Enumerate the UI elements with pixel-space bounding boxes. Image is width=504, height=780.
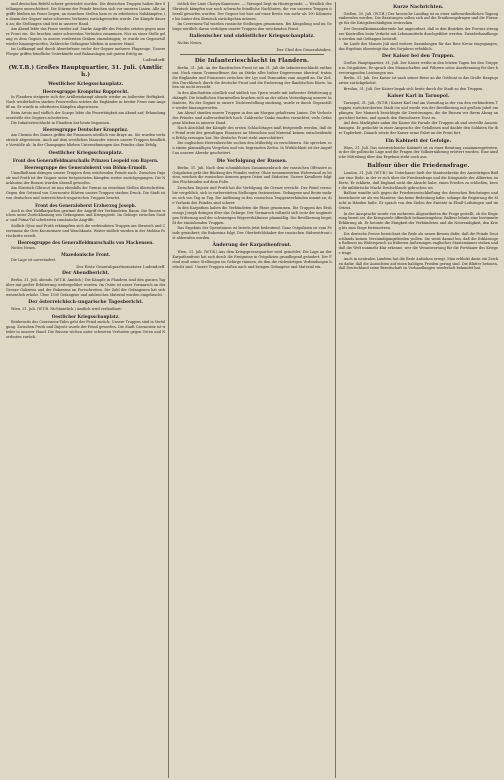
signature-line: Der Erste Generalquartiermeister Ludendorff. — [76, 263, 166, 269]
paragraph: Die deutsche Presse bezeichnet die Rede als neuen Beweis dafür, daß die Feinde Deutschlands keinen Verständigungsfrieden wollen. Sie weist darauf hin, daß die Erklärungen Balfours im Widerspruch zu früheren Äußerungen englischer Staatsmänner stehen und daß die Welt nunmehr klar erkenne, wer die Verantwortung für die Fortdauer des Krieges trage. — [338, 231, 498, 256]
subsection-heading: Mazedonische Front. — [61, 252, 111, 258]
paragraph: und deutschen Befehl schwer gestriedet worden. Die deutschen Truppen halten ihre Stellungen unerschüttert. Die Stürme der Feinde brachen sich vor unseren Linien. Alle Angriffe bleiben im Feuer liegen; an einzelnen Stellen kam es zu erbitterten Nahkämpfen, in denen der Gegner unter schweren Verlusten zurückgeworfen wurde. Die Kämpfe dauern an; die Stellungen sind fest in unserer Hand. — [6, 2, 166, 26]
separator-rule — [180, 54, 323, 55]
paragraph: Am Abend standen unsere Truppen in den am Morgen gehaltenen Linien. Die Verluste des Feindes sind außerordentlich hoch. Zahlreiche Tanks wurden vernichtet; viele Gefangene blieben in unserer Hand. — [172, 111, 332, 125]
paragraph: In den Karpathen haben die Verbündeten die Pässe genommen. Die Truppen des Erzherzogs Joseph drängen über das Gebirge. Der Vormarsch vollzieht sich trotz der ungünstigen Witterung und der schwierigen Wegeverhältnisse planmäßig. Die Bevölkerung begrüßt die einziehenden Truppen. — [172, 205, 332, 225]
paragraph: Am Chemin des Dames griffen die Franzosen nördlich von Braye an. Sie wurden verlustreich abgewiesen. Auch auf dem westlichen Maasufer wiesen unsere Truppen feindliche Vorstöße ab. In der Champagne blieben Unternehmungen des Feindes ohne Erfolg. — [6, 133, 166, 148]
section-heading: Oestlicher Kriegsschauplatz. — [48, 150, 123, 156]
paragraph: Die englischen Heeresberichte suchen den Mißerfolg zu verschleiern. Sie sprechen von einem planmäßigen Vorgehen und von begrenzten Zielen. In Wirklichkeit ist der Angriff an unserer Abwehr gescheitert. — [172, 141, 332, 156]
paragraph: Das Ergebnis der Operationen ist bereits jetzt bedeutend. Ganz Ostgalizien ist vom Feinde gesäubert; die Bukowina folgt. Der Oberbefehlshaber der russischen Südwestfront ist abberufen worden. — [172, 226, 332, 240]
section-heading: Italienischer und südöstlicher Kriegsschauplatz. — [189, 34, 315, 40]
paragraph: Beim Artois und südlich der Scarpe lebte die Feuertätigkeit am Abend auf; Erkundungsvorstöße des Gegners scheiterten. — [6, 110, 166, 120]
section-heading: Kurze Nachrichten. — [393, 4, 444, 10]
column-container — [3, 2, 501, 778]
paragraph: Berlin, 31. Juli, abends. (W.T.B. Amtlich.) Die Kämpfe in Flandern sind den ganzen Tag über mit großer Erbitterung weitergeführt worden. Im Osten ist unser Vormarsch an der Grenze Galiziens und der Bukowina im Fortschreiten. Die Zahl der Gefangenen hat sich wesentlich erhöht. Über 1500 Gefangene und zahlreiches Material wurden eingebracht. — [6, 278, 166, 298]
section-heading: Kaiser Karl in Tarnopol. — [387, 94, 450, 100]
paragraph: Tarnopol, 31. Juli. (W.T.B.) Kaiser Karl traf am Vormittag in der von den verbündeten Truppen zurückeroberten Stadt ein und wurde von der Bevölkerung mit großem Jubel empfangen. Der Monarch besichtigte die Zerstörungen, die die Russen vor ihrem Abzug angerichtet hatten, und sprach den Einwohnern Trost zu. — [338, 101, 498, 120]
paragraph: Gießen, 30. Juli. (W.T.B.) Der hessische Landtag ist zu einer außerordentlichen Tagung einberufen worden. Die Beratungen sollen sich auf die Ernährungsfragen und die Fürsorge für die Kriegsbeschädigten erstrecken. — [338, 11, 498, 26]
paragraph: In der Aussprache wurde von mehreren Abgeordneten die Frage gestellt, ob die Regierung bereit sei, die Kriegsziele öffentlich bekanntzugeben. Balfour lehnte eine bestimmte Erklärung ab. Er betonte die Einigkeit der Verbündeten und die Notwendigkeit, den Krieg bis zum Siege fortzusetzen. — [338, 211, 498, 231]
paragraph: Im Czeremosz-Tal wurden russische Stellungen genommen. Bei Kimpolung und im Gebirge nördlich davon verfolgen unsere Truppen den weichenden Feind. — [172, 22, 332, 32]
paragraph: Im Laufe des Monats Juli sind weitere Sammlungen für das Rote Kreuz eingegangen; das Ergebnis übersteigt das des Vorjahres erheblich. — [338, 41, 498, 51]
paragraph: Wien, 31. Juli. (W.T.B.) Aus dem Kriegspressequartier wird gemeldet: Die Lage an der Karpathenfront hat sich durch die Ereignisse in Ostgalizien grundlegend geändert. Der Feind muß seine Stellungen im Gebirge räumen, da ihm die rückwärtigen Verbindungen bedroht sind. Unsere Truppen stoßen nach und bringen Gefangene und Material ein. — [172, 250, 332, 269]
paragraph: Breslau, 31. Juli. Der Kaiser begab sich heute durch die Stadt zu den Truppen. — [343, 86, 484, 91]
paragraph: Nichts Neues. — [11, 246, 37, 250]
paragraph: östlich der Linie Chotyn-Kamieniec. — Tarnopol liegt im Hintergrunde. — Westlich des Sbrutsch kämpfen nur noch schwache feindliche Nachhuten, die von unseren Truppen überall geworfen wurden. Der Gegner hat hier auf einer Breite von mehr als 100 Kilometer bis hinter den Sbrutsch zurückgehen müssen. — [172, 2, 332, 21]
paragraph: London, 31. Juli. (W.T.B.) Im Unterhause hielt der Staatssekretär des Auswärtigen Balfour eine Rede, in der er sich über die Friedensfrage und die Kriegsziele der Alliierten äußerte. Er erklärte, daß England nicht die Absicht habe, einen Frieden zu schließen, bevor die militärische Macht Deutschlands gebrochen sei. — [338, 171, 498, 190]
section-heading: Die Verfolgung der Russen. — [216, 158, 288, 164]
paragraph: Wien, 31. Juli. (W.T.B. Nichtamtlich.) Amtlich wird verlautbart: — [11, 307, 122, 312]
paragraph: Berlin, 31. Juli. Nach dem schmählichen Zusammenbruch der russischen Offensive in Ostgalizien geht der Rückzug des Feindes weiter. Ohne nennenswerten Widerstand zu leisten, weichen die russischen Armeen gegen Osten und Südosten. Unsere Kavallerie folgt den Flüchtenden auf dem Fuße. — [172, 165, 332, 185]
section-heading: Der Kaiser bei den Truppen. — [381, 54, 455, 60]
paragraph: Auch in den Waldkarpathen gewinnt der Angriff der Verbündeten Raum. Die Russen wichen unter Zurücklassung von Gefangenen und Kriegsgerät. Im Gebirge zwischen Susita- und Putna-Tal scheiterten rumänische Angriffe. — [6, 208, 166, 223]
subsection-heading: Oestlicher Kriegsschauplatz. — [51, 313, 120, 319]
section-heading: Der Abendbericht. — [61, 271, 110, 277]
paragraph: Am Sbrutsch (Zbrucz) ist nun ebenfalls die Grenze an einzelnen Stellen überschritten. Gegen den Ostrand von Czernowitz führten unsere Truppen starken Druck. Die Stadt ist von deutschen und österreichisch-ungarischen Truppen besetzt. — [6, 186, 166, 201]
paragraph: Berlin, 31. Juli. An der flandrischen Front ist am 31. Juli die Infanterieschlacht entbrannt. Nach einem Trommelfeuer, das an Stärke alles bisher Dagewesene übertraf, traten die Engländer und Franzosen zwischen der Lys und Dixmuiden zum Angriff an. Ihr Ziel, den Durchbruch durch die deutsche Front und die Eroberung der flandrischen Küste, haben sie nicht erreicht. — [172, 65, 332, 90]
column-left — [3, 2, 168, 778]
section-heading: Ein Kabinett der Gefolge. — [385, 138, 452, 144]
column-middle — [168, 2, 334, 778]
subsection-heading: Heeresgruppe des Generaloberst von Böhm-Ermolli. — [24, 165, 148, 171]
paragraph: Nichts Neues. — [177, 41, 203, 46]
paragraph: Großes Hauptquartier, 31. Juli. Der Kaiser weilte in den letzten Tagen bei den Truppen in Ostgalizien. Er sprach den Mannschaften und Führern seine Anerkennung für ihre hervorragenden Leistungen aus. — [338, 61, 498, 76]
subsection-heading: Front des Generaloberst Erzherzog Joseph. — [35, 202, 137, 208]
paragraph: Im Luftkampf und durch Abwehrfeuer verlor der Gegner mehrere Flugzeuge. Unsere Flieger griffen feindliche Unterkünfte und Bahnanlagen mit gutem Erfolg an. — [6, 47, 166, 57]
paragraph: Zwischen Dnjestr und Pruth hat die Verfolgung die Grenze erreicht. Der Feind versuchte vergeblich, sich in vorbereiteten Stellungen festzusetzen. Gefangene und Beute mehren sich von Tag zu Tag. Die Auflösung in den russischen Truppenverbänden nimmt zu; die Verluste des Feindes sind schwer. — [172, 185, 332, 205]
article-headline: Die Infanterieschlacht in Flandern. — [194, 57, 310, 64]
paragraph: Balfour wandte sich gegen die Friedensentschließung des deutschen Reichstages und bezeichnete sie als ein Manöver, das keine Bedeutung habe, solange die Regierung die Macht in Händen halte. Er sprach von den Zielen der Entente in Elsaß-Lothringen und im Orient. — [338, 191, 498, 211]
paragraph: In den Abschnitten nördlich und südlich von Ypern wurde mit äußerster Erbitterung gekämpft. Die feindlichen Sturmwellen brachen sich an der zähen Verteidigung unserer Infanterie. Wo der Gegner in unsere Trichterstellung eindrang, wurde er durch Gegenstöße wieder hinausgeworfen. — [172, 90, 332, 110]
subsection-heading: Heeresgruppe Kronprinz Rupprecht. — [42, 89, 129, 95]
article-headline: (W.T.B.) Großes Hauptquartier, 31. Juli. (Amtlich.) — [8, 65, 163, 79]
paragraph: Die Infanterieschlacht in Flandern hat heute begonnen. — [11, 121, 111, 125]
subsection-heading: Heeresgruppe Deutscher Kronprinz. — [42, 127, 129, 133]
section-heading: Der österreichisch-ungarische Tagesbericht. — [28, 300, 144, 306]
paragraph: Die Lage ist unverändert. — [11, 258, 57, 263]
subsection-heading: Front des Generalfeldmarschalls Prinzen Leopold von Bayern. — [12, 158, 159, 164]
section-heading: Änderung der Karpathenfront. — [212, 243, 292, 249]
section-heading: Westlicher Kriegsschauplatz. — [48, 81, 124, 87]
signature-line: Ludendorff. — [142, 57, 166, 63]
paragraph: Wien, 31. Juli. Das österreichische Kabinett ist zu einer Beratung zusammengetreten, in der die politische Lage und die Fragen der Volksernährung erörtert wurden. Eine amtliche Mitteilung über das Ergebnis steht noch aus. — [338, 145, 498, 160]
paragraph: In Flandern steigerte sich der Artilleriekampf abends wieder zu äußerster Heftigkeit. Nach wiederholten starken Feuerwellen setzten die Engländer in breiter Front zum Angriff an. Er wurde in erbitterten Kämpfen abgewiesen. — [6, 95, 166, 110]
column-right — [335, 2, 501, 778]
paragraph: Auch in neutralen Ländern hat die Rede Aufsehen erregt. Man erblickt darin ein Zeichen dafür, daß die Aussichten auf einen baldigen Frieden gering sind. Die Blätter betonen, daß Deutschland seine Bereitschaft zu Verhandlungen wiederholt bekundet hat. — [338, 256, 498, 271]
paragraph: Nach Abschluß der Kämpfe des ersten Schlachttages muß festgestellt werden, daß der Feind trotz des gewaltigen Einsatzes an Menschen und Material keinen entscheidenden Erfolg errungen hat. Die deutsche Front steht unerschüttert. — [172, 126, 332, 141]
paragraph: Der Generalkommandierende hat angeordnet, daß in den Bezirken der Provinz strengere Kontrollen beim Verkehr mit Lebensmitteln durchgeführt werden. Zuwiderhandlungen werden mit Gefängnis bestraft. — [338, 26, 498, 41]
subsection-heading: Heeresgruppe des Generalfeldmarschalls von Mackensen. — [17, 240, 154, 245]
paragraph: Unaufhaltsam drängen unsere Truppen dem weichenden Feinde nach. Zwischen Dnjestr und Pruth ist der Gegner unter fortgesetzten Kämpfen weiter zurückgegangen. Die Nachhuten der Russen wurden überall geworfen. — [6, 171, 166, 185]
paragraph: Berlin, 31. Juli. Der Kaiser ist nach seiner Reise an die Ostfront in das Große Hauptquartier zurückgekehrt. — [338, 76, 498, 86]
paragraph: Auf dem Marktplatz nahm der Kaiser die Parade der Truppen ab und verteilte Auszeichnungen. Er gedachte in einer Ansprache der Gefallenen und dankte den Soldaten für ihre Tapferkeit. Danach setzte der Kaiser seine Fahrt an die Front fort. — [338, 121, 498, 136]
signature-line: Der Chef des Generalstabes. — [276, 46, 332, 52]
paragraph: Südlich Ojtoz und Pruth erkämpften sich die verbündeten Truppen am Sbrutsch und Czeremosz die Orte Kuczurmare und Waschkautz. Weiter südlich wurden in der Moldau Fortschritte erzielt. — [6, 223, 166, 238]
article-headline: Balfour über die Friedensfrage. — [367, 163, 470, 170]
paragraph: Am Abend lebte das Feuer wieder auf. Starke Angriffe des Feindes setzten gegen unsere Front ein. Sie brachen unter schwersten Verlusten zusammen. Nur an einer Stelle gelang es dem Gegner, in unsere vordersten Gräben einzudringen; er wurde im Gegenstoß wieder hinausgeworfen. Zahlreiche Gefangene blieben in unserer Hand. — [6, 27, 166, 46]
paragraph: Beiderseits des Czeremosz-Tales geht der Feind zurück. Unsere Truppen sind in Verfolgung. Zwischen Pruth und Dnjestr wurde der Feind geworfen. Die Stadt Czernowitz ist wieder in unserer Hand. Die Russen wichen unter schweren Verlusten gegen Osten und Nordosten zurück. — [6, 319, 166, 339]
